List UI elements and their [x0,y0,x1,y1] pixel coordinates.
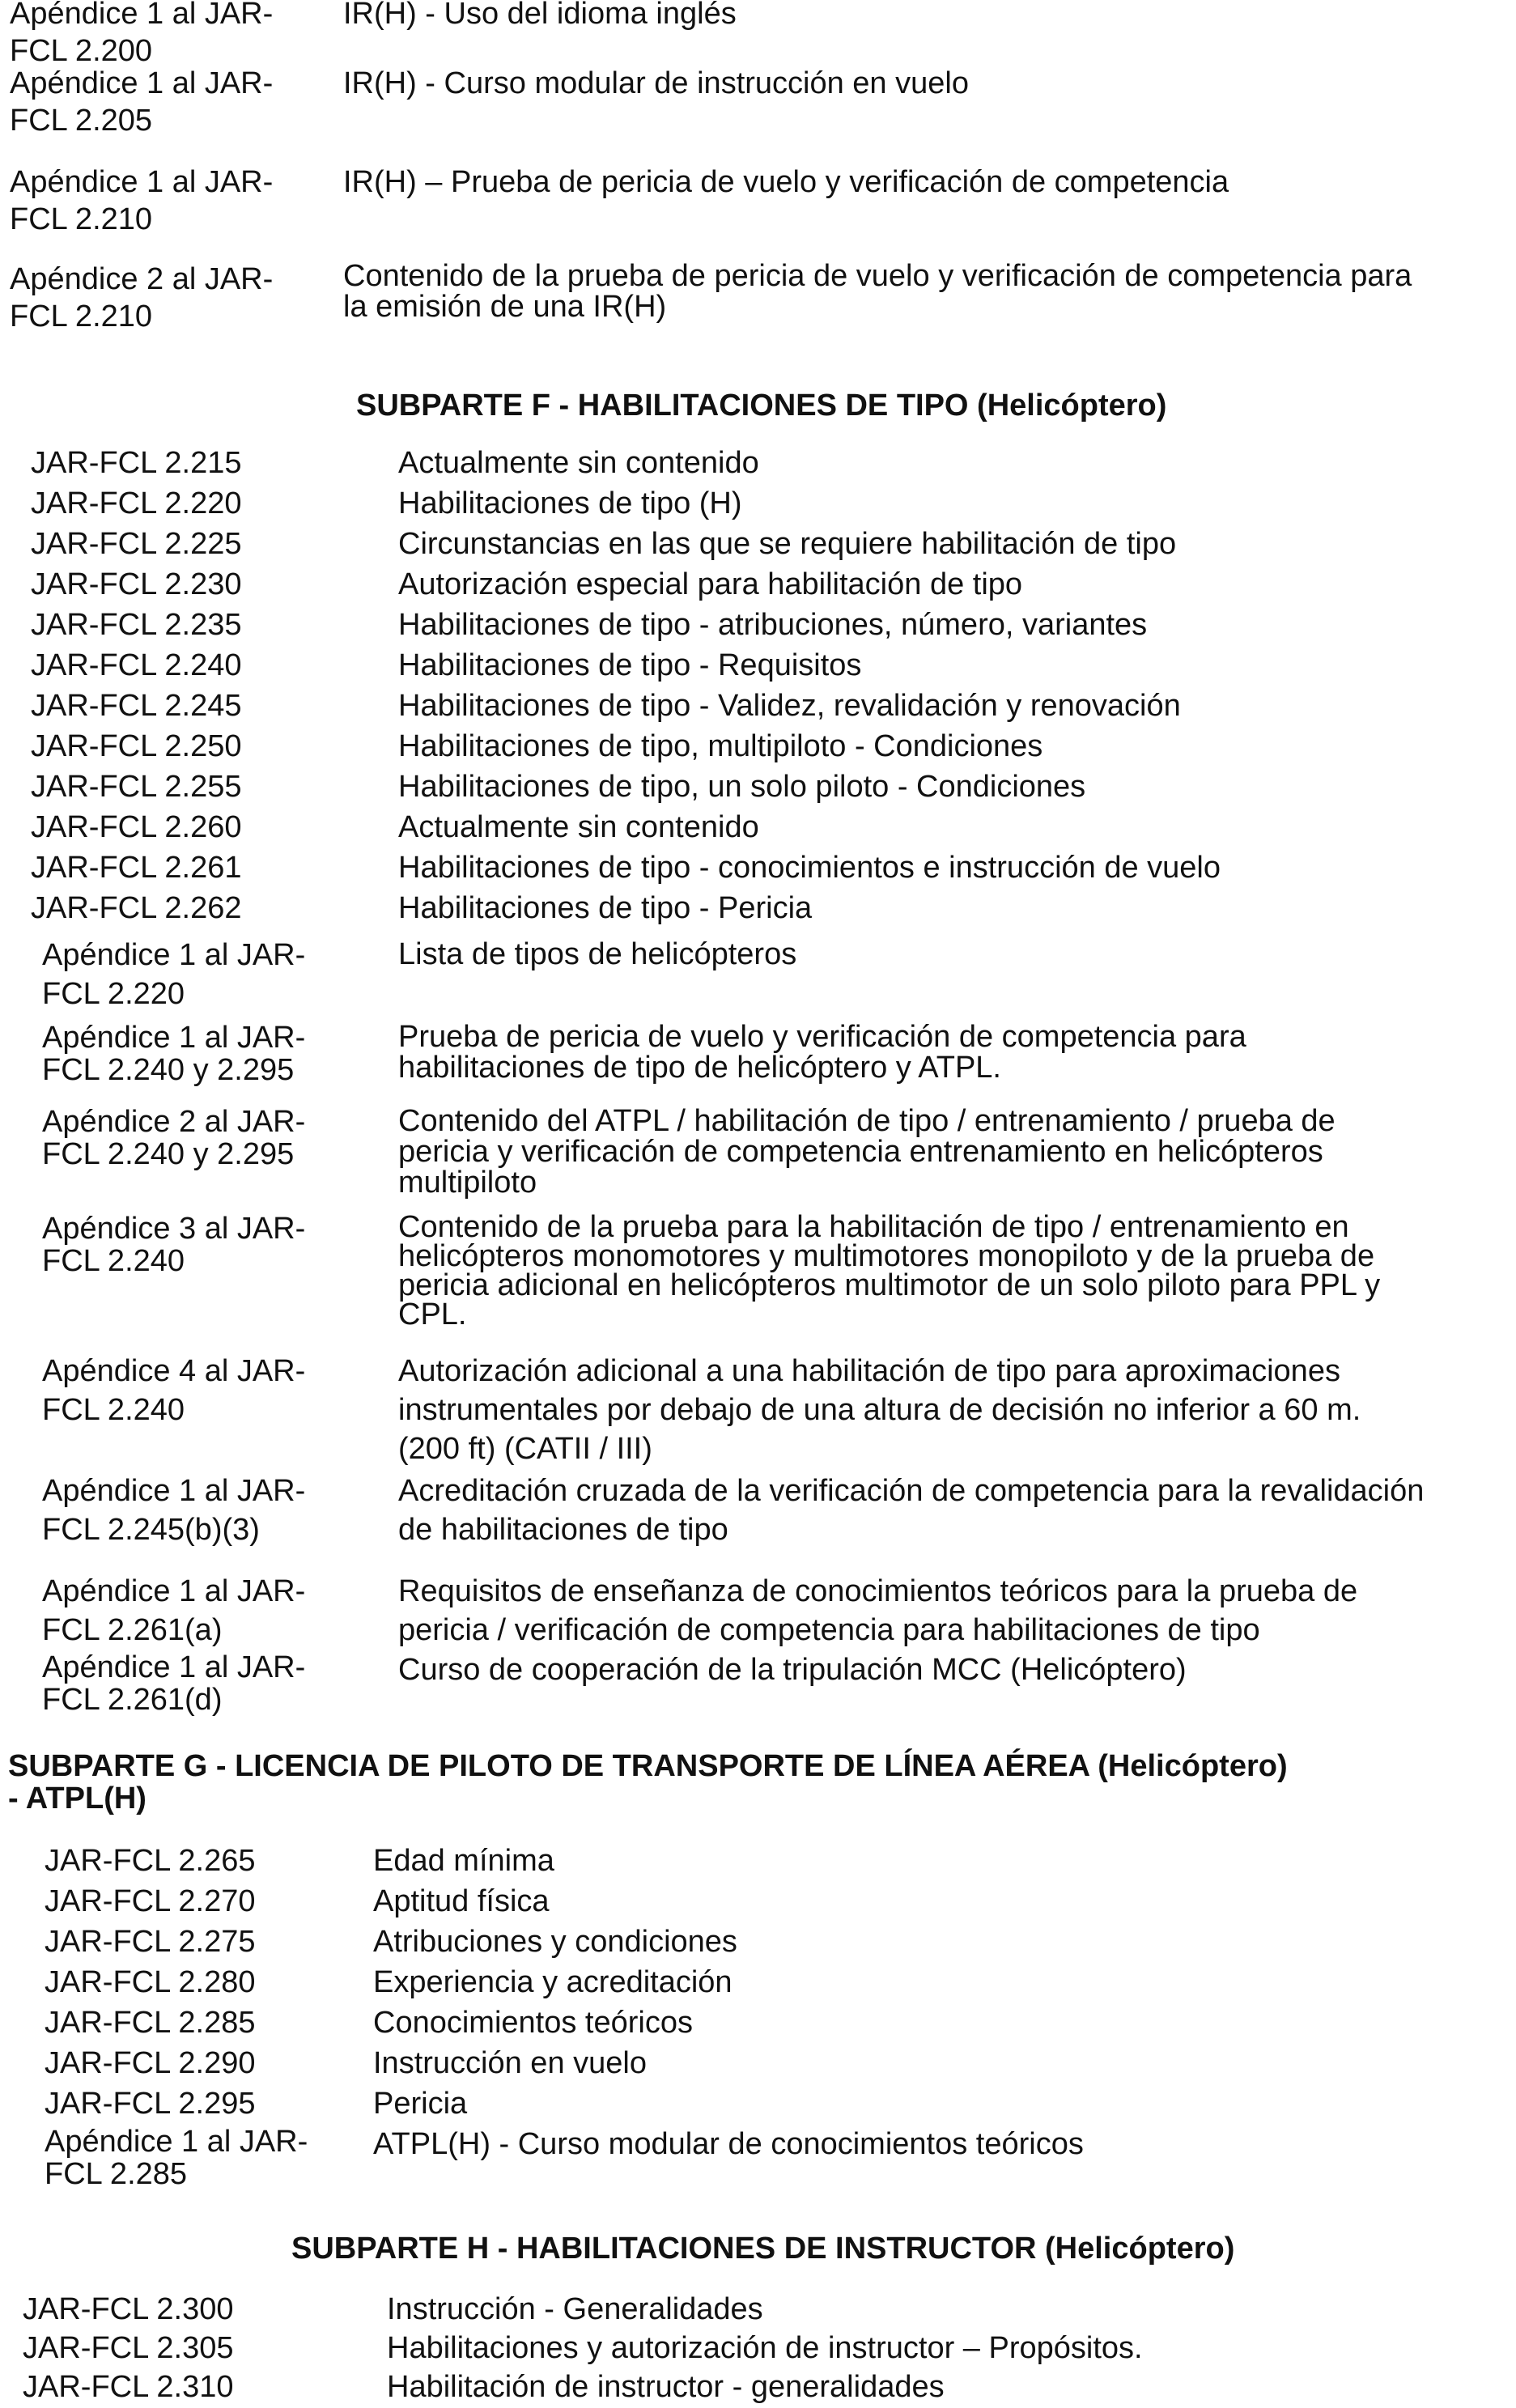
entry-desc: Habilitaciones de tipo, multipiloto - Condiciones [398,729,1043,763]
section-heading-subpart-g: SUBPARTE G - LICENCIA DE PILOTO DE TRANSPORTE DE LÍNEA AÉREA (Helicóptero) - ATPL(H) [8,1749,1288,1816]
entry-desc: Requisitos de enseñanza de conocimientos teóricos para la prueba de pericia / verificación de competencia para habilitaciones de tipo [398,1574,1358,1647]
entry-desc: Atribuciones y condiciones [373,1925,737,1959]
entry-ref: JAR-FCL 2.285 [45,2006,256,2040]
entry-desc: IR(H) - Uso del idioma inglés [343,0,737,31]
entry-desc: Edad mínima [373,1844,554,1878]
entry-desc: Habilitaciones de tipo - Requisitos [398,648,862,682]
entry-desc: Aptitud física [373,1884,550,1918]
entry-ref: JAR-FCL 2.225 [31,527,242,561]
entry-ref: Apéndice 2 al JAR- FCL 2.210 [10,262,274,333]
entry-desc: Instrucción - Generalidades [387,2292,763,2326]
entry-desc: Contenido del ATPL / habilitación de tipo / entrenamiento / prueba de pericia y verificación de competencia entrenamiento en helicópteros multipiloto [398,1104,1336,1200]
section-heading-subpart-h: SUBPARTE H - HABILITACIONES DE INSTRUCTOR (Helicóptero) [291,2232,1235,2266]
entry-desc: Instrucción en vuelo [373,2046,647,2080]
entry-ref: JAR-FCL 2.262 [31,891,242,925]
entry-ref: JAR-FCL 2.220 [31,486,242,520]
entry-desc: Habilitaciones de tipo - atribuciones, número, variantes [398,608,1148,642]
entry-ref: Apéndice 1 al JAR- FCL 2.240 y 2.295 [42,1021,306,1087]
entry-desc: Contenido de la prueba para la habilitación de tipo / entrenamiento en helicópteros monomotores y multimotores monopiloto y de la prueba de pericia adicional en helicópteros multimotor de un solo piloto para PPL y CPL. [398,1210,1381,1331]
entry-ref: Apéndice 4 al JAR- FCL 2.240 [42,1354,306,1427]
entry-ref: JAR-FCL 2.270 [45,1884,256,1918]
section-heading-subpart-f: SUBPARTE F - HABILITACIONES DE TIPO (Helicóptero) [356,389,1167,423]
entry-desc: Conocimientos teóricos [373,2006,693,2040]
entry-ref: JAR-FCL 2.260 [31,810,242,844]
entry-ref: JAR-FCL 2.295 [45,2087,256,2121]
entry-desc: Habilitaciones de tipo (H) [398,486,742,520]
entry-ref: Apéndice 1 al JAR- FCL 2.261(d) [42,1650,306,1717]
entry-ref: Apéndice 1 al JAR- FCL 2.205 [10,66,274,138]
entry-desc: Experiencia y acreditación [373,1965,733,1999]
entry-ref: JAR-FCL 2.230 [31,567,242,601]
entry-desc: Curso de cooperación de la tripulación MCC (Helicóptero) [398,1653,1187,1687]
entry-ref: JAR-FCL 2.245 [31,689,242,723]
entry-ref: Apéndice 1 al JAR- FCL 2.220 [42,938,306,1011]
entry-ref: JAR-FCL 2.300 [23,2292,234,2326]
entry-ref: JAR-FCL 2.261 [31,851,242,885]
entry-desc: Autorización especial para habilitación de tipo [398,567,1023,601]
entry-desc: Habilitaciones de tipo - conocimientos e instrucción de vuelo [398,851,1221,885]
entry-desc: Actualmente sin contenido [398,810,759,844]
entry-desc: Actualmente sin contenido [398,446,759,480]
entry-ref: Apéndice 1 al JAR- FCL 2.200 [10,0,274,68]
entry-ref: JAR-FCL 2.265 [45,1844,256,1878]
entry-ref: Apéndice 1 al JAR- FCL 2.210 [10,165,274,236]
entry-ref: JAR-FCL 2.215 [31,446,242,480]
entry-ref: JAR-FCL 2.255 [31,770,242,804]
entry-ref: JAR-FCL 2.280 [45,1965,256,1999]
entry-desc: Acreditación cruzada de la verificación de competencia para la revalidación de habilitaciones de tipo [398,1474,1425,1547]
entry-ref: Apéndice 2 al JAR- FCL 2.240 y 2.295 [42,1105,306,1171]
entry-ref: Apéndice 1 al JAR- FCL 2.245(b)(3) [42,1474,306,1547]
entry-desc: Circunstancias en las que se requiere habilitación de tipo [398,527,1177,561]
entry-desc: IR(H) - Curso modular de instrucción en vuelo [343,66,969,100]
entry-ref: JAR-FCL 2.235 [31,608,242,642]
entry-ref: JAR-FCL 2.250 [31,729,242,763]
entry-ref: JAR-FCL 2.290 [45,2046,256,2080]
entry-desc: Lista de tipos de helicópteros [398,937,797,971]
entry-desc: Contenido de la prueba de pericia de vuelo y verificación de competencia para la emisión de una IR(H) [343,259,1412,324]
entry-ref: Apéndice 1 al JAR- FCL 2.261(a) [42,1574,306,1647]
entry-ref: JAR-FCL 2.310 [23,2370,234,2404]
entry-desc: Habilitaciones de tipo - Pericia [398,891,813,925]
entry-ref: Apéndice 1 al JAR- FCL 2.285 [45,2125,308,2191]
entry-desc: Habilitación de instructor - generalidades [387,2370,945,2404]
entry-desc: Pericia [373,2087,468,2121]
entry-desc: ATPL(H) - Curso modular de conocimientos teóricos [373,2127,1084,2161]
entry-desc: Autorización adicional a una habilitación de tipo para aproximaciones instrumentales por debajo de una altura de decisión no inferior a 60 m. (200 ft) (CATII / III) [398,1354,1361,1466]
entry-desc: Prueba de pericia de vuelo y verificación de competencia para habilitaciones de tipo de helicóptero y ATPL. [398,1020,1246,1085]
entry-ref: JAR-FCL 2.275 [45,1925,256,1959]
entry-ref: Apéndice 3 al JAR- FCL 2.240 [42,1212,306,1278]
entry-desc: IR(H) – Prueba de pericia de vuelo y verificación de competencia [343,165,1229,199]
entry-desc: Habilitaciones de tipo, un solo piloto - Condiciones [398,770,1086,804]
entry-desc: Habilitaciones de tipo - Validez, revalidación y renovación [398,689,1181,723]
entry-desc: Habilitaciones y autorización de instructor – Propósitos. [387,2331,1143,2365]
entry-ref: JAR-FCL 2.305 [23,2331,234,2365]
entry-ref: JAR-FCL 2.240 [31,648,242,682]
